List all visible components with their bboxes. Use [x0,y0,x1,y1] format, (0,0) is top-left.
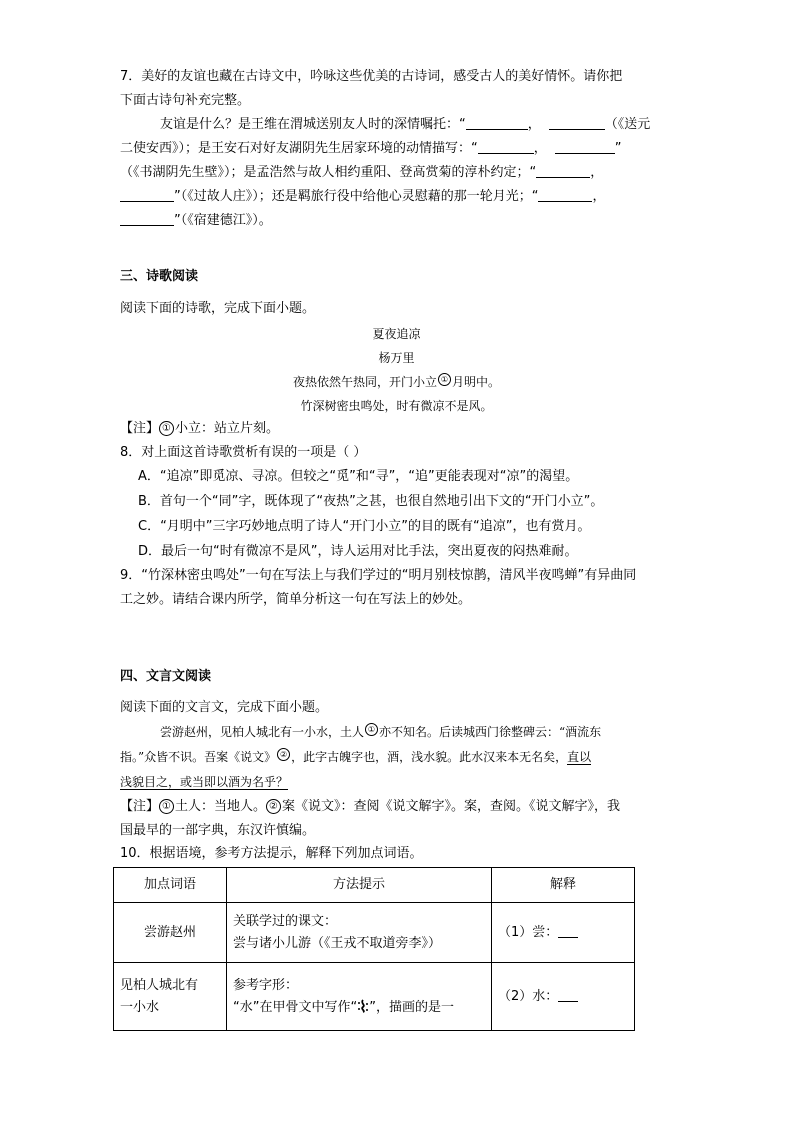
q8-option-a[interactable]: A．“追凉”即觅凉、寻凉。但较之“觅”和“寻”，“追”更能表现对“凉”的渴望。 [138,469,579,484]
classical-text-line2: 指。”众皆不识。吾案《说文》 ② ，此字古魄字也，酒，浅水貌。此水汉来本无名矣，直以 [120,750,592,764]
table-header: 方法提示 [227,868,492,903]
answer-blank[interactable] [120,187,174,202]
table-cell-hint: 关联学过的课文： 尝与诸小儿游（《王戎不取道旁李》） [227,903,492,963]
answer-blank[interactable] [538,187,592,202]
table-header-row [114,868,635,903]
q7-line2: 下面古诗句补充完整。 [120,93,251,108]
q8-option-b[interactable]: B．首句一个“同”字，既体现了“夜热”之甚，也很自然地引出下文的“开门小立”。 [138,494,604,509]
table-header: 加点词语 [114,868,227,903]
table-cell-word: 尝游赵州 [114,903,227,963]
table-row [114,903,635,963]
classical-intro: 阅读下面的文言文，完成下面小题。 [120,700,329,715]
q7-line5: （《书湖阴先生壁》）；是孟浩然与故人相约重阳、登高赏菊的淳朴约定；“ ， [120,165,604,180]
poem-note: 【注】 ① 小立：站立片刻。 [120,421,280,436]
poem-title: 夏夜追凉 [372,327,421,341]
table-cell-answer: （2）水： [492,963,635,1031]
q7-line4: 二使安西》）；是王安石对好友湖阴先生居家环境的动情描写：“ ， ” [120,141,622,156]
q7-line3: 友谊是什么？是王维在渭城送别友人时的深情嘱托：“ ， （《送元 [160,117,651,132]
q10-table [113,867,635,1031]
table-row [114,963,635,1031]
q7-line6: ”（《过故人庄》）；还是羁旅行役中给他心灵慰藉的那一轮月光；“ ， [120,186,606,208]
q8-stem: 8．对上面这首诗歌赏析有误的一项是（ ） [120,445,367,460]
answer-blank[interactable] [555,139,615,154]
table-cell-word: 见柏人城北有 一小水 [114,963,227,1031]
footnote-mark: ② [266,799,281,814]
answer-blank[interactable] [536,163,590,178]
poetry-intro: 阅读下面的诗歌，完成下面小题。 [120,301,316,316]
answer-blank[interactable] [558,923,578,938]
q9-line2: 工之妙。请结合课内所学，简单分析这一句在写法上的妙处。 [120,592,472,607]
q9-line1: 9．“竹深林密虫鸣处”一句在写法上与我们学过的“明月别枝惊鹊，清风半夜鸣蝉”有异曲同 [120,568,637,583]
table-header: 解释 [492,868,635,903]
answer-blank[interactable] [478,139,534,154]
classical-text-line1: 尝游赵州，见柏人城北有一小水，土人 ① 亦不知名。后读城西门徐整碑云：“酒流东 [160,725,602,739]
q8-option-c[interactable]: C．“月明中”三字巧妙地点明了诗人“开门小立”的目的既有“追凉”，也有赏月。 [138,519,591,534]
answer-blank[interactable] [558,987,578,1002]
table-cell-hint: 参考字形： “水”在甲骨文中写作“ ”，描画的是一 [227,963,492,1031]
answer-blank[interactable] [120,211,174,226]
footnote-mark: ② [277,748,290,761]
table-cell-answer: （1）尝： [492,903,635,963]
classical-note: 【注】 ① 土人：当地人。 ② 案《说文》：查阅《说文解字》。案，查阅。《说文解字》，我 [120,799,621,814]
answer-blank[interactable] [466,115,528,130]
section-heading-classical: 四、文言文阅读 [120,669,212,684]
poem-line-2: 竹深树密虫鸣处，时有微凉不是风。 [300,399,493,413]
footnote-mark: ① [159,799,174,814]
q7-line1: 7．美好的友谊也藏在古诗文中，吟咏这些优美的古诗词，感受古人的美好情怀。请你把 [120,69,623,84]
q8-option-d[interactable]: D．最后一句“时有微凉不是风”，诗人运用对比手法，突出夏夜的闷热难耐。 [138,544,578,559]
classical-text-line3: 浅貌目之，或当即以酒为名乎？ [120,775,289,789]
footnote-mark: ① [438,373,451,386]
footnote-mark: ① [159,421,174,436]
q7-line7: ”（《宿建德江》）。 [120,210,272,232]
poem-line-1: 夜热依然午热同，开门小立 ① 月明中。 [292,375,501,389]
oracle-water-glyph-icon [357,999,369,1013]
answer-blank[interactable] [549,115,605,130]
section-heading-poetry: 三、诗歌阅读 [120,269,199,284]
poem-author: 杨万里 [378,351,415,365]
classical-note-line2: 国最早的一部字典，东汉许慎编。 [120,823,316,838]
q10-stem: 10．根据语境，参考方法提示，解释下列加点词语。 [120,846,423,861]
footnote-mark: ① [365,723,378,736]
